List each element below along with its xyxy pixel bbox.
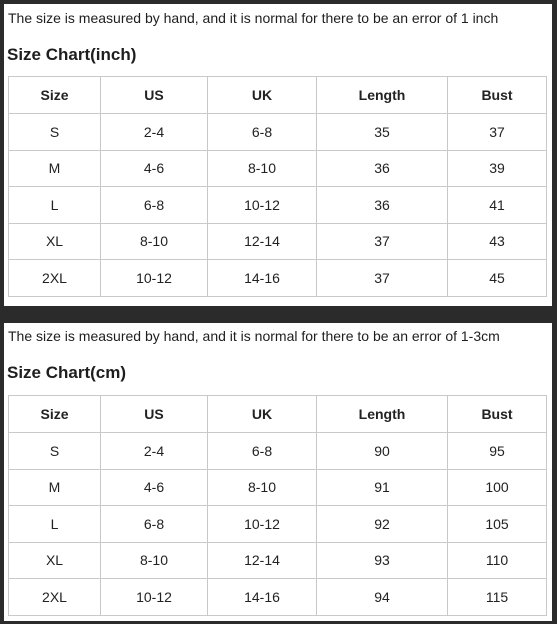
table-row	[9, 469, 547, 506]
table-row	[9, 433, 547, 470]
table-row	[9, 150, 547, 187]
column-header-us: US	[101, 77, 208, 114]
measurement-note: The size is measured by hand, and it is normal for there to be an error of 1-3cm	[8, 328, 500, 344]
cell-us: 8-10	[101, 223, 208, 260]
cell-bust: 39	[448, 150, 547, 187]
cell-us: 8-10	[101, 542, 208, 579]
cell-bust: 43	[448, 223, 547, 260]
cell-bust: 100	[448, 469, 547, 506]
table-header-row	[9, 396, 547, 433]
table-header-row	[9, 77, 547, 114]
table-row	[9, 542, 547, 579]
column-header-uk: UK	[208, 396, 317, 433]
column-header-bust: Bust	[448, 77, 547, 114]
column-header-length: Length	[317, 396, 448, 433]
cell-size: XL	[9, 223, 101, 260]
cell-uk: 14-16	[208, 260, 317, 297]
size-chart-cm-panel	[4, 323, 552, 621]
cell-size: L	[9, 187, 101, 224]
cell-size: 2XL	[9, 579, 101, 616]
cell-length: 93	[317, 542, 448, 579]
table-row	[9, 506, 547, 543]
table-row	[9, 114, 547, 151]
cell-bust: 105	[448, 506, 547, 543]
table-row	[9, 223, 547, 260]
cell-bust: 41	[448, 187, 547, 224]
cell-us: 2-4	[101, 433, 208, 470]
chart-title: Size Chart(cm)	[7, 363, 127, 382]
column-header-size: Size	[9, 77, 101, 114]
table-row	[9, 187, 547, 224]
column-header-uk: UK	[208, 77, 317, 114]
cell-size: S	[9, 114, 101, 151]
size-table-inch	[8, 76, 547, 297]
cell-length: 90	[317, 433, 448, 470]
cell-uk: 12-14	[208, 223, 317, 260]
cell-size: 2XL	[9, 260, 101, 297]
cell-length: 37	[317, 223, 448, 260]
cell-uk: 8-10	[208, 469, 317, 506]
column-header-us: US	[101, 396, 208, 433]
cell-bust: 110	[448, 542, 547, 579]
cell-us: 10-12	[101, 260, 208, 297]
chart-title: Size Chart(inch)	[7, 45, 137, 64]
cell-length: 36	[317, 187, 448, 224]
cell-uk: 14-16	[208, 579, 317, 616]
cell-uk: 10-12	[208, 187, 317, 224]
cell-uk: 8-10	[208, 150, 317, 187]
cell-length: 36	[317, 150, 448, 187]
cell-us: 6-8	[101, 506, 208, 543]
cell-size: M	[9, 469, 101, 506]
cell-us: 10-12	[101, 579, 208, 616]
cell-uk: 6-8	[208, 433, 317, 470]
cell-length: 92	[317, 506, 448, 543]
column-header-bust: Bust	[448, 396, 547, 433]
cell-size: L	[9, 506, 101, 543]
cell-bust: 45	[448, 260, 547, 297]
cell-size: M	[9, 150, 101, 187]
cell-length: 91	[317, 469, 448, 506]
cell-bust: 95	[448, 433, 547, 470]
column-header-length: Length	[317, 77, 448, 114]
cell-us: 4-6	[101, 469, 208, 506]
cell-size: XL	[9, 542, 101, 579]
cell-size: S	[9, 433, 101, 470]
table-row	[9, 579, 547, 616]
measurement-note: The size is measured by hand, and it is normal for there to be an error of 1 inch	[8, 10, 499, 26]
cell-uk: 10-12	[208, 506, 317, 543]
cell-bust: 37	[448, 114, 547, 151]
cell-us: 2-4	[101, 114, 208, 151]
cell-us: 4-6	[101, 150, 208, 187]
table-row	[9, 260, 547, 297]
column-header-size: Size	[9, 396, 101, 433]
cell-length: 94	[317, 579, 448, 616]
cell-bust: 115	[448, 579, 547, 616]
cell-uk: 12-14	[208, 542, 317, 579]
cell-length: 35	[317, 114, 448, 151]
cell-us: 6-8	[101, 187, 208, 224]
size-table-cm	[8, 395, 547, 616]
cell-uk: 6-8	[208, 114, 317, 151]
size-chart-inch-panel	[4, 4, 552, 306]
cell-length: 37	[317, 260, 448, 297]
